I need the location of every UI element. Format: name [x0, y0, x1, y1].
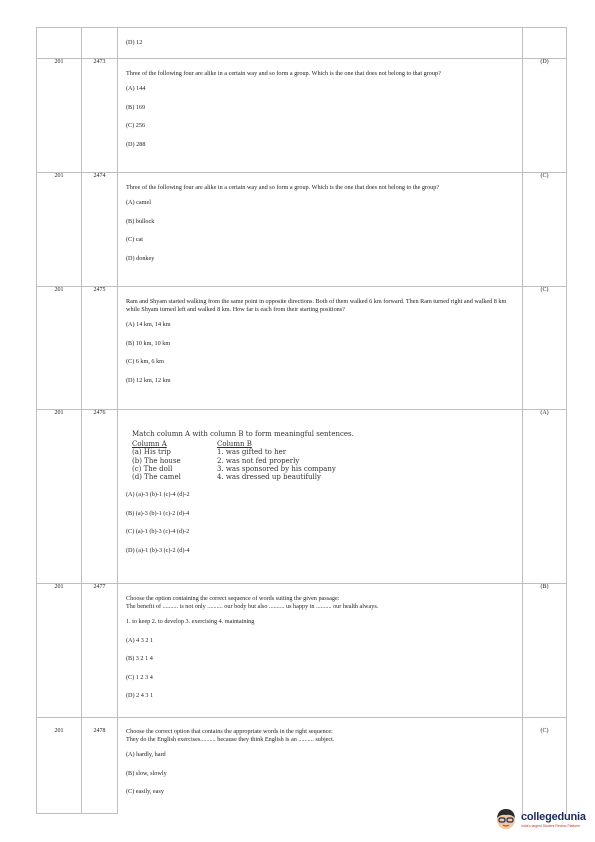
column-b-item: 3. was sponsored by his company — [217, 464, 336, 473]
column-a-item: (a) His trip — [132, 448, 171, 457]
option: (A) hardly, hard — [126, 751, 166, 758]
option: (A) camel — [126, 199, 151, 206]
option: (B) slow, slowly — [126, 769, 167, 777]
option: (D) 288 — [126, 140, 146, 148]
answer-key: (B) — [540, 584, 549, 590]
option: (D) 12 — [126, 39, 143, 46]
question-number-cell — [82, 28, 118, 59]
question-table — [36, 27, 567, 814]
option: (B) bullock — [126, 217, 155, 225]
question-sheet — [36, 27, 566, 814]
question-number: 2474 — [93, 173, 106, 179]
option: (B) 169 — [126, 103, 146, 111]
column-a-item: (c) The doll — [132, 464, 173, 473]
option: (C) easily, easy — [126, 788, 164, 795]
answer-key: (C) — [540, 728, 549, 734]
option: (A) 4 3 2 1 — [126, 636, 154, 644]
subject-code: 201 — [54, 410, 64, 416]
question-text: Three of the following four are alike in a certain way and so form a group. Which is the one that does not belong to the group? — [126, 184, 440, 191]
column-a-header: Column A — [132, 440, 167, 449]
option: (C) (a)-1 (b)-3 (c)-4 (d)-2 — [126, 528, 190, 536]
question-cell — [118, 173, 523, 287]
option: (D) donkey — [126, 254, 155, 262]
question-number: 2476 — [93, 410, 106, 416]
column-b-item: 1. was gifted to her — [217, 448, 287, 457]
option: (C) 1 2 3 4 — [126, 673, 153, 681]
word-list: 1. to keep 2. to develop 3. exercising 4. maintaining — [126, 618, 255, 625]
option: (D) (a)-1 (b)-3 (c)-2 (d)-4 — [126, 546, 190, 554]
table-row — [37, 410, 567, 584]
answer-key: (A) — [540, 410, 549, 416]
question-number: 2478 — [93, 728, 106, 734]
table-row — [37, 173, 567, 287]
column-a-item: (d) The camel — [132, 473, 181, 482]
question-text: Choose the option containing the correct sequence of words suiting the given passage: — [126, 595, 340, 602]
option: (D) 2 4 3 1 — [126, 692, 154, 699]
collegedunia-logo — [494, 804, 590, 834]
subject-code: 201 — [54, 584, 64, 590]
option: (C) 6 km, 6 km — [126, 358, 164, 365]
answer-key: (D) — [540, 59, 549, 65]
question-cell — [118, 584, 523, 718]
question-number: 2473 — [93, 59, 106, 65]
question-text: Three of the following four are alike in a certain way and so form a group. Which is the one that does not belong to that group? — [126, 70, 441, 77]
question-cell — [118, 410, 523, 584]
column-a-item: (b) The house — [132, 456, 181, 465]
question-text: Ram and Shyam started walking from the same point in opposite directions. Both of them walked 6 km forward. Then Ram turned right and walked 8 km while Shyam turned left and walked 8 km. How far is each from their starting positions? — [126, 298, 507, 313]
match-instructions: Match column A with column B to form meaningful sentences. — [132, 430, 354, 438]
option: (B) 10 km, 10 km — [126, 339, 171, 347]
question-number: 2477 — [93, 584, 106, 590]
answer-key: (C) — [540, 173, 549, 179]
option: (A) 14 km, 14 km — [126, 321, 171, 328]
option: (C) cat — [126, 236, 144, 243]
question-cell — [118, 59, 523, 173]
question-number: 2475 — [93, 287, 106, 293]
question-sentence: They do the English exercises.......... because they think English is an .......... subject. — [126, 736, 335, 743]
answer-key: (C) — [540, 287, 549, 293]
question-cell — [118, 28, 523, 59]
subject-code-cell — [37, 28, 82, 59]
answer-cell — [523, 28, 567, 59]
option: (B) 3 2 1 4 — [126, 655, 153, 662]
column-b-header: Column B — [217, 440, 252, 449]
subject-code: 201 — [54, 728, 64, 734]
logo-tagline: India's largest Student Review Platform — [521, 823, 581, 828]
mascot-icon — [494, 806, 518, 832]
table-row — [37, 718, 567, 814]
question-text: Choose the correct option that contains the appropriate words in the right sequence: — [126, 728, 333, 735]
option: (D) 12 km, 12 km — [126, 376, 171, 384]
table-row — [37, 287, 567, 410]
subject-code: 201 — [54, 287, 64, 293]
table-row — [37, 584, 567, 718]
column-b-item: 4. was dressed up beautifully — [217, 473, 321, 482]
subject-code: 201 — [54, 173, 64, 179]
match-block — [132, 430, 516, 481]
table-row — [37, 28, 567, 59]
option: (C) 256 — [126, 122, 146, 129]
option: (A) 144 — [126, 85, 146, 92]
logo-wordmark: collegedunia — [521, 810, 586, 823]
column-a — [132, 440, 217, 481]
question-cell — [118, 718, 523, 814]
option: (A) (a)-3 (b)-1 (c)-4 (d)-2 — [126, 491, 190, 499]
column-b-item: 2. was not fed properly — [217, 456, 300, 465]
table-row — [37, 59, 567, 173]
subject-code: 201 — [54, 59, 64, 65]
question-cell — [118, 287, 523, 410]
question-passage: The benefit of .......... is not only .......... our body but also .......... us happy in .......... our health always. — [126, 603, 379, 610]
option: (B) (a)-3 (b)-1 (c)-2 (d)-4 — [126, 509, 190, 517]
column-b — [217, 440, 377, 481]
